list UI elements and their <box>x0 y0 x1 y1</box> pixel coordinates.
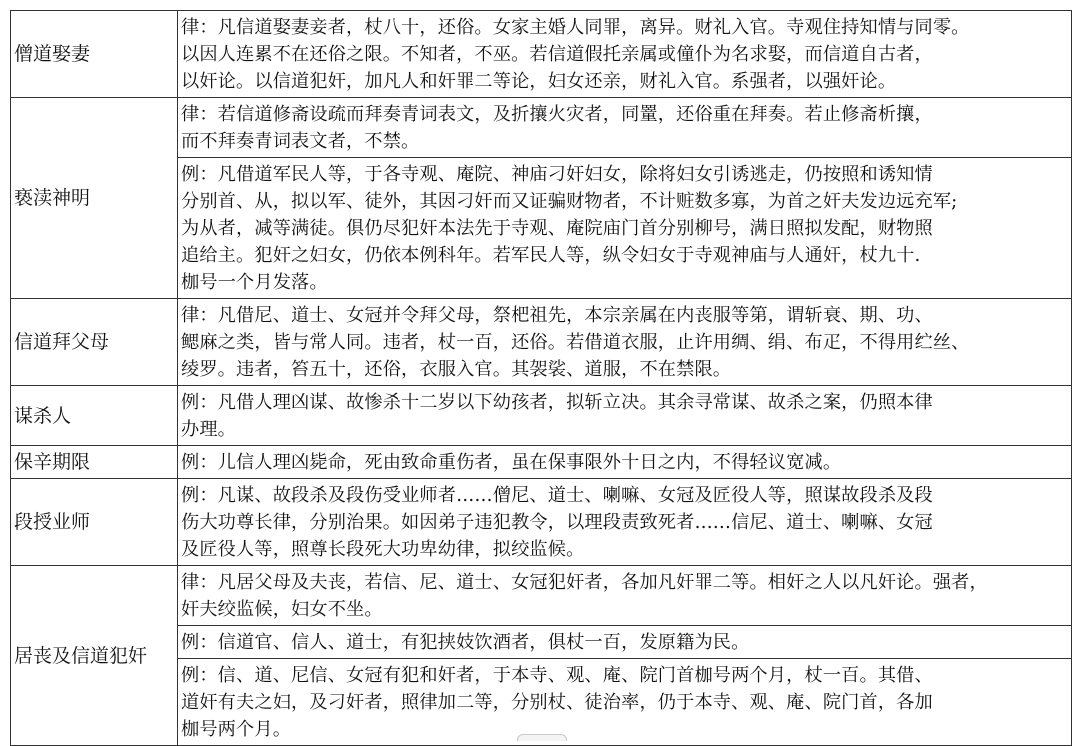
topic-cell: 段授业师 <box>11 479 178 566</box>
topic-cell: 信道拜父母 <box>11 299 178 386</box>
clause-line: 奸夫绞监候，妇女不坐。 <box>181 599 383 620</box>
table-row <box>11 386 1072 446</box>
clause-line: 律：凡借尼、道士、女冠并令拜父母，祭杷祖先，本宗亲属在内丧服等第，谓斩衰、期、功、 <box>181 305 933 326</box>
clause-line: 枷号一个月发落。 <box>181 272 328 293</box>
clause-line: 伤大功尊长律，分别治果。如因弟子违犯教令，以理段责致死者……信尼、道士、喇嘛、女冠 <box>181 512 933 533</box>
clause-line: 为从者，减等满徒。俱仍尽犯奸本法先于寺观、庵院庙门首分别柳号，满日照拟发配，财物照 <box>181 218 933 239</box>
clause-line: 例：凡借道军民人等，于各寺观、庵院、神庙刁奸妇女，除将妇女引诱逃走，仍按照和诱知情 <box>181 164 933 185</box>
clause-cell <box>178 479 1072 566</box>
clause-line: 及匠役人等，照尊长段死大功卑幼律，拟绞监候。 <box>181 539 585 560</box>
clause-line: 而不拜奏青词表文者，不禁。 <box>181 131 420 152</box>
clause-line: 律：凡居父母及夫丧，若信、尼、道士、女冠犯奸者，各加凡奸罪二等。相奸之人以凡奸论。强者， <box>181 572 988 593</box>
clause-line: 律：凡信道娶妻妾者，杖八十，还俗。女家主婚人同罪，离异。财礼入官。寺观住持知情与同零。 <box>181 17 970 38</box>
clause-line: 以奸论。以信道犯奸，加凡人和奸罪二等论，妇女还亲，财礼入官。系强者，以强奸论。 <box>181 71 897 92</box>
table-row <box>11 299 1072 386</box>
topic-cell: 僧道娶妻 <box>11 11 178 98</box>
clause-cell <box>178 158 1072 299</box>
clause-cell <box>178 446 1072 479</box>
bottom-scroll-tab[interactable] <box>517 734 567 741</box>
clause-line: 例：儿信人理凶毙命，死由致命重伤者，虽在保事限外十日之内，不得轻议宽减。 <box>181 452 842 473</box>
clause-line: 例：凡谋、故段杀及段伤受业师者……僧尼、道士、喇嘛、女冠及匠役人等，照谋故段杀及段 <box>181 485 933 506</box>
table-row <box>11 566 1072 626</box>
clause-cell <box>178 386 1072 446</box>
clause-line: 例：凡借人理凶谋、故惨杀十二岁以下幼孩者，拟斩立决。其余寻常谋、故杀之案，仍照本律 <box>181 392 933 413</box>
clause-cell <box>178 566 1072 626</box>
clause-line: 例：信道官、信人、道士，有犯挟妓饮酒者，俱杖一百，发原籍为民。 <box>181 632 750 653</box>
clause-line: 以因人连累不在还俗之限。不知者，不巫。若信道假托亲属或僮仆为名求娶，而信道自古者， <box>181 44 933 65</box>
clause-cell <box>178 11 1072 98</box>
topic-cell: 居丧及信道犯奸 <box>11 566 178 746</box>
table-row <box>11 479 1072 566</box>
law-table <box>10 10 1072 746</box>
topic-cell: 亵渎神明 <box>11 98 178 299</box>
clause-cell <box>178 626 1072 659</box>
clause-line: 追给主。犯奸之妇女，仍依本例科年。若军民人等，纵令妇女于寺观神庙与人通奸，杖九十. <box>181 245 921 266</box>
clause-line: 律：若信道修斋设疏而拜奏青词表文，及折攘火灾者，同罿，还俗重在拜奏。若止修斋析攘， <box>181 104 933 125</box>
topic-cell: 谋杀人 <box>11 386 178 446</box>
clause-cell <box>178 659 1072 746</box>
clause-line: 道奸有夫之妇，及刁奸者，照律加二等，分别杖、徒治率，仍于本寺、观、庵、院门首，各加 <box>181 692 933 713</box>
topic-cell: 保辛期限 <box>11 446 178 479</box>
clause-cell <box>178 98 1072 158</box>
table-row <box>11 446 1072 479</box>
clause-line: 办理。 <box>181 419 237 440</box>
clause-line: 绫罗。违者，笞五十，还俗，衣服入官。其袈裟、道服，不在禁限。 <box>181 359 732 380</box>
clause-line: 例：信、道、尼信、女冠有犯和奸者，于本寺、观、庵、院门首枷号两个月，杖一百。其借、 <box>181 665 933 686</box>
clause-line: 枷号两个月。 <box>181 719 292 740</box>
clause-line: 鳃麻之类，皆与常人同。违者，杖一百，还俗。若借道衣服，止许用绸、绢、布疋，不得用纻丝、 <box>181 332 970 353</box>
table-row <box>11 98 1072 158</box>
table-row <box>11 11 1072 98</box>
clause-cell <box>178 299 1072 386</box>
clause-line: 分别首、从，拟以军、徒外，其因刁奸而又证骗财物者，不计赃数多寡，为首之奸夫发边远充军; <box>181 191 958 212</box>
